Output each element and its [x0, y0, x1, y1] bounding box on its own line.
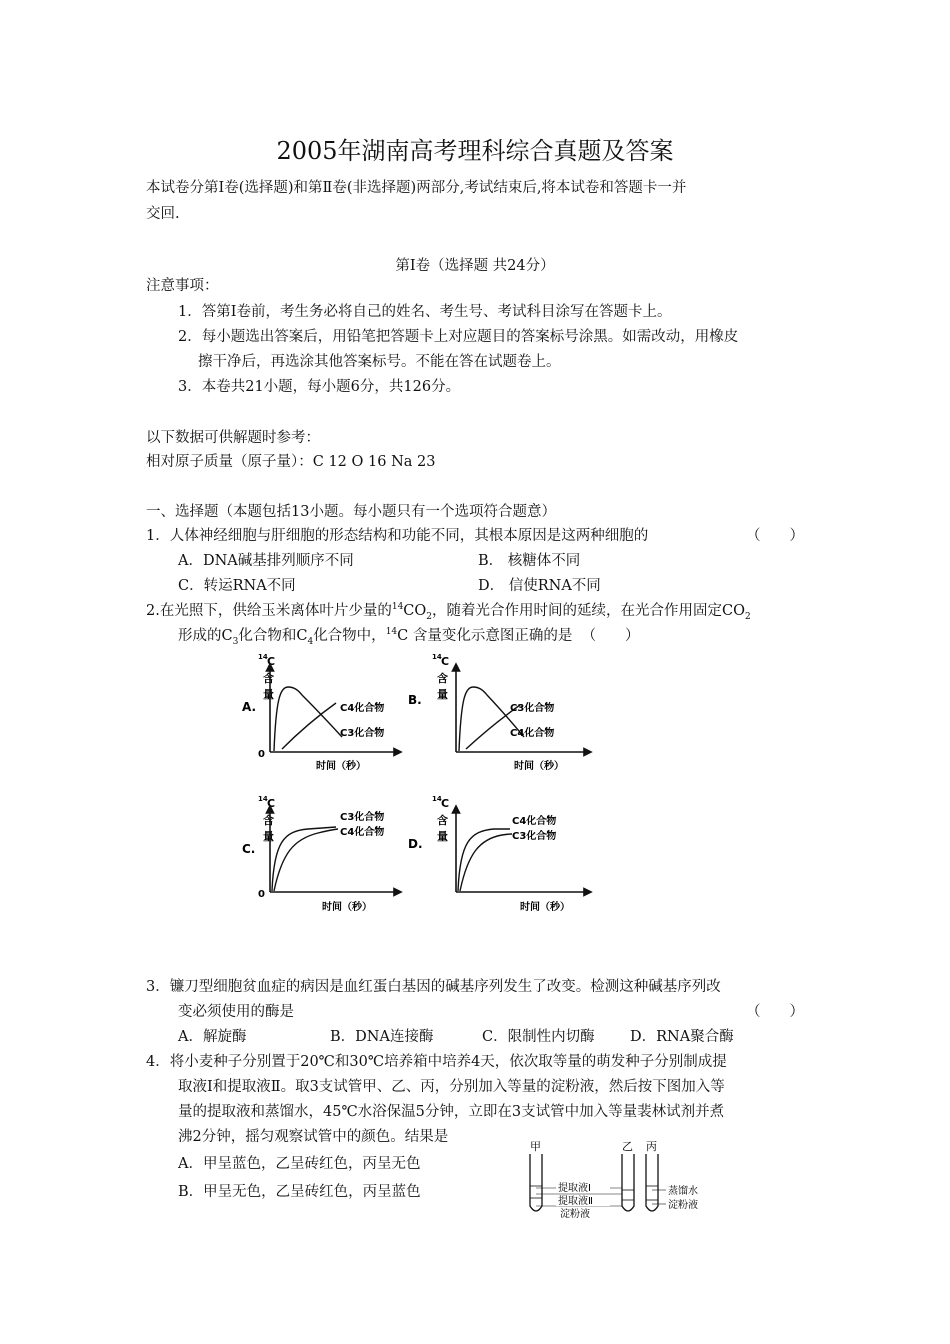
q2-sub-3: 3 [232, 636, 239, 647]
q2-answer-paren: （ ） [581, 628, 640, 644]
notes-heading: 注意事项： [146, 278, 219, 294]
reference-heading: 以下数据可供解题时参考： [146, 430, 320, 446]
q2-l2-mid2: 化合物中， [313, 628, 386, 644]
q4-line-3: 量的提取液和蒸馏水，45℃水浴保温5分钟，立即在3支试管中加入等量裴林试剂并煮 [178, 1104, 725, 1120]
graph-d-y-liang: 量 [437, 830, 448, 843]
note-2b: 擦干净后，再选涂其他答案标号。不能在答在试题卷上。 [198, 354, 561, 370]
tube-label-yi: 乙 [622, 1140, 633, 1153]
intro-line-2: 交回. [146, 206, 180, 222]
graph-a-letter: A. [242, 700, 257, 714]
graph-panel-b [408, 653, 588, 772]
graph-panel-a [242, 653, 398, 772]
graph-c-y-liang: 量 [263, 830, 274, 843]
q2-sub-2a: 2 [426, 611, 433, 622]
graph-panel-d [408, 795, 588, 913]
graph-b-label-lower: C4化合物 [510, 728, 555, 739]
graph-c-y-han: 含 [263, 814, 274, 827]
page-title: 2005年湖南高考理科综合真题及答案 [276, 137, 674, 165]
q2-sub-2b: 2 [745, 611, 751, 622]
q2-line-2 [178, 626, 640, 646]
tube-text-extract-1: 提取液Ⅰ [558, 1183, 591, 1194]
graph-a-label-lower: C3化合物 [340, 728, 385, 739]
q2-graphs [230, 645, 600, 920]
graph-c-y-c: C [267, 797, 276, 810]
graph-d-label-upper: C4化合物 [512, 816, 557, 827]
note-2a: 2．每小题选出答案后，用铅笔把答题卡上对应题目的答案标号涂黑。如需改动，用橡皮 [178, 329, 739, 345]
graph-d-label-lower: C3化合物 [512, 831, 557, 842]
graph-c-curve-fast [272, 827, 336, 891]
q3-line-2: 变必须使用的酶是 [178, 1004, 294, 1020]
q4-line-1: 4．将小麦种子分别置于20℃和30℃培养箱中培养4天，依次取等量的萌发种子分别制成提 [146, 1054, 727, 1070]
q2-l2-c: C 含量变化示意图正确的是 [397, 628, 573, 644]
tube-text-extract-2: 提取液Ⅱ [558, 1196, 593, 1207]
q2-iso-mass-2: 14 [385, 627, 398, 638]
note-1: 1．答第Ⅰ卷前，考生务必将自己的姓名、考生号、考试科目涂写在答题卡上。 [178, 304, 672, 320]
q1-option-a: A．DNA碱基排列顺序不同 [178, 553, 354, 569]
tube-bing [646, 1154, 658, 1211]
reference-masses: 相对原子质量（原子量）：C 12 O 16 Na 23 [146, 454, 436, 470]
q3-answer-paren: （ ） [746, 1004, 804, 1020]
section-heading: 一、选择题（本题包括13小题。每小题只有一个选项符合题意） [146, 504, 556, 520]
graph-d-xlabel: 时间（秒） [520, 902, 570, 913]
graph-b-y-c: C [441, 655, 450, 668]
graph-d-y-iso: 14 [432, 795, 442, 803]
graph-b-curve-falling [459, 687, 524, 751]
tube-label-jia: 甲 [530, 1140, 541, 1153]
graph-c-y-iso: 14 [258, 795, 268, 803]
q1-option-b: B． 核糖体不同 [478, 553, 581, 569]
tube-jia [530, 1154, 542, 1211]
q3-option-d: D．RNA聚合酶 [630, 1029, 734, 1045]
q1-option-c: C．转运RNA不同 [178, 578, 296, 594]
graph-c-zero: 0 [258, 889, 265, 900]
q2-l1-mid: ，随着光合作用时间的延续，在光合作用固定CO [432, 603, 745, 619]
graph-b-label-upper: C3化合物 [510, 703, 555, 714]
graph-b-y-iso: 14 [432, 653, 442, 661]
graph-b-y-han: 含 [437, 672, 448, 685]
q4-line-4: 沸2分钟，摇匀观察试管中的颜色。结果是 [178, 1129, 449, 1145]
graph-a-label-upper: C4化合物 [340, 703, 385, 714]
graph-b-letter: B. [408, 693, 422, 707]
graph-c-xlabel: 时间（秒） [322, 902, 372, 913]
graph-a-y-iso: 14 [258, 653, 268, 661]
graph-a-y-c: C [267, 655, 276, 668]
note-3: 3．本卷共21小题，每小题6分，共126分。 [178, 379, 461, 395]
volume-title: 第Ⅰ卷（选择题 共24分） [395, 258, 555, 274]
q3-option-a: A．解旋酶 [178, 1029, 247, 1045]
q1-stem: 1．人体神经细胞与肝细胞的形态结构和功能不同，其根本原因是这两种细胞的 [146, 528, 649, 544]
tube-yi [622, 1154, 634, 1211]
graph-a-xlabel: 时间（秒） [316, 761, 366, 772]
graph-d-y-c: C [441, 797, 450, 810]
graph-a-y-han: 含 [263, 672, 274, 685]
q2-l2-mid: 化合物和C [238, 628, 308, 644]
graph-a-zero: 0 [258, 749, 265, 760]
graph-panel-c [242, 795, 398, 913]
graph-a-curve-falling [274, 687, 342, 751]
q2-l1-pre: 2.在光照下，供给玉米离体叶片少量的 [146, 603, 392, 619]
q3-option-b: B．DNA连接酶 [330, 1029, 434, 1045]
q2-sub-4: 4 [307, 636, 314, 647]
graph-c-label-upper: C3化合物 [340, 812, 385, 823]
q4-option-a: A．甲呈蓝色，乙呈砖红色，丙呈无色 [178, 1156, 421, 1172]
q3-option-c: C．限制性内切酶 [482, 1029, 595, 1045]
tube-text-starch-1: 淀粉液 [560, 1209, 590, 1220]
graph-c-label-lower: C4化合物 [340, 827, 385, 838]
intro-line-1: 本试卷分第Ⅰ卷(选择题)和第Ⅱ卷(非选择题)两部分,考试结束后,将本试卷和答题卡一并 [146, 180, 687, 196]
q4-line-2: 取液Ⅰ和提取液Ⅱ。取3支试管甲、乙、丙，分别加入等量的淀粉液，然后按下图加入等 [178, 1079, 725, 1095]
graph-c-curve-slow [274, 829, 338, 891]
tube-label-bing: 丙 [646, 1140, 657, 1153]
graph-d-y-han: 含 [437, 814, 448, 827]
q1-answer-paren: （ ） [746, 528, 804, 544]
graph-a-curve-rising [282, 703, 336, 749]
graph-b-y-liang: 量 [437, 688, 448, 701]
graph-a-y-liang: 量 [263, 688, 274, 701]
q2-iso-mass: 14 [391, 602, 404, 613]
q3-line-1: 3．镰刀型细胞贫血症的病因是血红蛋白基因的碱基序列发生了改变。检测这种碱基序列改 [146, 979, 721, 995]
q2-l2-pre: 形成的C [178, 628, 233, 644]
q2-l1-co: CO [403, 603, 427, 619]
graph-b-xlabel: 时间（秒） [514, 761, 564, 772]
graph-d-letter: D. [408, 837, 423, 851]
q4-option-b: B．甲呈无色，乙呈砖红色，丙呈蓝色 [178, 1184, 421, 1200]
graph-c-letter: C. [242, 842, 256, 856]
tube-text-starch-2: 淀粉液 [668, 1200, 698, 1211]
tube-text-water: 蒸馏水 [668, 1186, 698, 1197]
test-tube-diagram [520, 1138, 720, 1224]
q2-line-1 [146, 601, 751, 621]
q1-option-d: D． 信使RNA不同 [478, 578, 601, 594]
graph-d-curve-fast [458, 829, 510, 891]
